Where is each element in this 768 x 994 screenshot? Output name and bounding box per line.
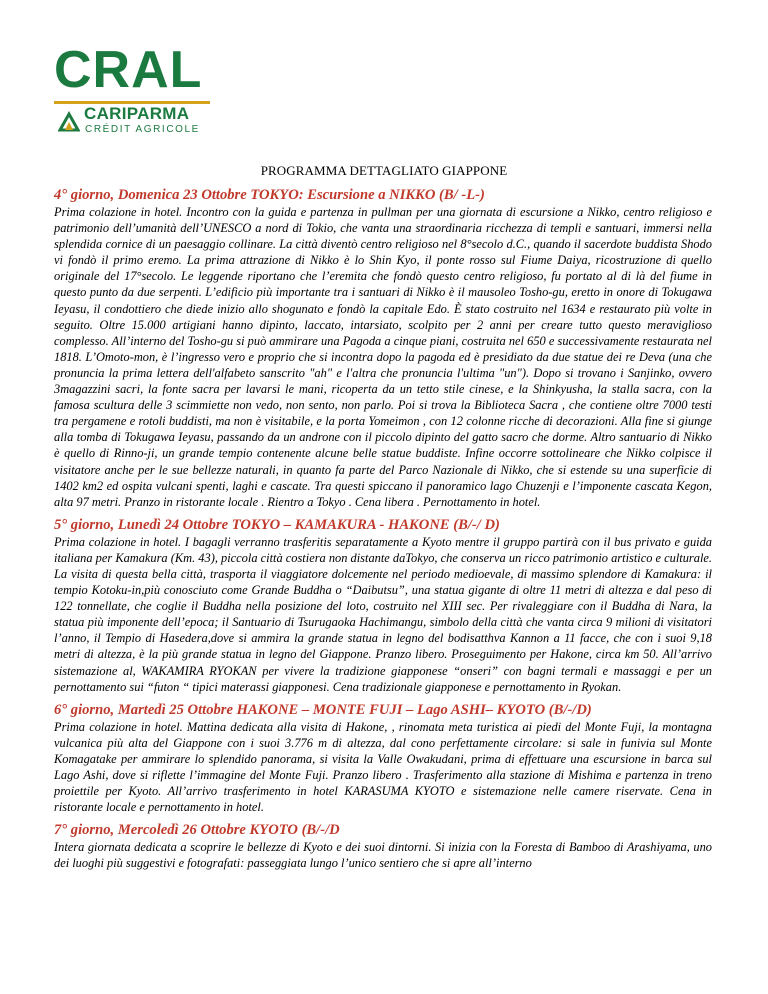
day-7-body: Intera giornata dedicata a scoprire le bellezze di Kyoto e dei suoi dintorni. Si inizia con la Foresta di Bamboo di Arashiyama, uno dei luoghi più suggestivi e fotografati: passeggiata lungo l’unico sentiero che si apre all’interno [54, 840, 712, 871]
day-4-heading: 4° giorno, Domenica 23 Ottobre TOKYO: Escursione a NIKKO (B/ -L-) [54, 187, 485, 203]
document-title: PROGRAMMA DETTAGLIATO GIAPPONE [260, 163, 508, 178]
day-6-section [54, 701, 712, 816]
credit-agricole-mark-icon [58, 108, 80, 134]
logo-cariparma-text: CARIPARMA [84, 104, 190, 123]
day-6-heading: 6° giorno, Martedì 25 Ottobre HAKONE – MONTE FUJI – Lago ASHI– KYOTO (B/-/D) [54, 701, 592, 718]
day-7-section [54, 821, 712, 871]
day-6-body: Prima colazione in hotel. Mattina dedicata alla visita di Hakone, , rinomata meta turistica ai piedi del Monte Fuji, la montagna vulcanica più alta del Giappone con i suoi 3.776 m di altezza, dal cono perfettamente circolare: si sale in funivia sul Monte Komagatake per ammirare lo splendido panorama, si visita la Valle Owakudani, prima di effettuare una escursione in barca sul Lago Ashi, dove si riflette l’immagine del Monte Fuji. Pranzo libero . Trasferimento alla stazione di Mishima e partenza in treno proiettile per Kyoto. All’arrivo trasferimento in hotel KARASUMA KYOTO e sistemazione nelle camere riservate. Cena in ristorante locale e pernottamento in hotel. [54, 719, 712, 815]
day-4-body: Prima colazione in hotel. Incontro con la guida e partenza in pullman per una giornata di escursione a Nikko, centro religioso e patrimonio dell’umanità dell’UNESCO a nord di Tokio, che vanta una straordinaria ricchezza di templi e santuari, immersi nella splendida cornice di un paesaggio collinare. La città diventò centro religioso nel 8°secolo d.C., quando il sacerdote buddista Shodo vi fondò il primo eremo. La prima attrazione di Nikko è lo Shin Kyo, il ponte rosso sul Fiume Daiya, ricostruzione di quello originale del 17°secolo. Le leggende riportano che l’eremita che fondò questo centro religioso, fu portato al di là del fiume in questo punto da due serpenti. L’edificio più importante tra i santuari di Nikko è il mausoleo Tosho-gu, eretto in onore di Tokugawa Ieyasu, il condottiero che diede inizio allo shogunato e fondò la capitale Edo. È stato costruito nel 1634 e restaurato più volte in seguito. Oltre 15.000 artigiani hanno dipinto, laccato, intarsiato, scolpito per 2 anni per creare tutto questo meraviglioso complesso. All’interno del Tosho-gu si può ammirare una Pagoda a cinque piani, costruita nel 650 e successivamente restaurata nel 1818. L’Omoto-mon, è l’ingresso vero e proprio che si incontra dopo la pagoda ed è presidiato da due statue dei re Deva (una che pronuncia la prima lettera dell'alfabeto sanscrito "ah" e l'altra che pronuncia l'ultima "un"). Dopo si trovano i Sanjinko, ovvero 3magazzini sacri, la fonte sacra per lavarsi le mani, ricoperta da un tetto stile cinese, e la Shinkyusha, la stalla sacra, con la famosa scultura delle 3 scimmiette non vedo, non sento, non parlo. Poi si trova la Biblioteca Sacra , che contiene oltre 7000 testi tra pergamene e rotoli buddisti, ma non è visitabile, e la porta Yomeimon , con 12 colonne ricche di decorazioni. Alla fine si giunge alla tomba di Tokugawa Ieyasu, passando da un androne con il piccolo dipinto del gatto sacro che dorme. Altro santuario di Nikko è quello di Rinno-ji, un grande tempio contenente alcune belle statue buddiste. Infine occorre sottolineare che Nikko colpisce il visitatore anche per le sue bellezze naturali, in quanto fa parte del Parco Nazionale di Nikko, che si estende su una superficie di 1402 km2 ed ospita vulcani spenti, laghi e cascate. Tra questi spiccano il panoramico lago Chuzenji e l’imponente cascata Kegon, alta 97 metri. Pranzo in ristorante locale . Rientro a Tokyo . Cena libera . Pernottamento in hotel. [54, 205, 712, 509]
itinerary-content [54, 186, 712, 871]
cral-cariparma-logo [54, 41, 224, 135]
day-7-heading: 7° giorno, Mercoledì 26 Ottobre KYOTO (B/-/D [54, 822, 340, 839]
day-5-section [54, 516, 712, 695]
logo-cral-text: CRAL [54, 41, 203, 99]
day-5-heading: 5° giorno, Lunedì 24 Ottobre TOKYO – KAMAKURA - HAKONE (B/-/ D) [54, 516, 500, 533]
logo-credit-agricole-text: CRÉDIT AGRICOLE [85, 124, 200, 135]
day-5-body: Prima colazione in hotel. I bagagli verranno trasferitis separatamente a Kyoto mentre il gruppo partirà con il bus privato e guida italiana per Kamakura (Km. 43), piccola città costiera non distante daTokyo, che conserva un ricco patrimonio artistico e culturale. La visita di questa bella città, trasporta il viaggiatore dolcemente nel periodo medioevale, di massimo splendore di Kamakura: il tempio Kotoku-in,più conosciuto come Grande Buddha o “Daibutsu”, una statua gigante di oltre 11 metri di altezza e dal peso di 122 tonnellate, che coglie il Buddha nella posizione del loto, costruito nel XIII sec. Per rivaleggiare con il Buddha di Nara, la statua più imponente dell’epoca; il Santuario di Tsurugaoka Hachimangu, simbolo della città che vanta circa 9 milioni di visitatori l’anno, il Tempio di Hasedera,dove si ammira la grande statua in legno del bodisatthva Kannon a 11 facce, che con i suoi 9,18 metri di altezza, è la più grande statua in legno del Giappone. Pranzo libero. Proseguimento per Hakone, circa km 50. All’arrivo sistemazione al, WAKAMIRA RYOKAN per vivere la tradizione giapponese “onseri” con bagni termali e massaggi e per un pernottamento sui “futon “ tipici materassi giapponesi. Cena tradizionale giapponese e pernottamento in Ryokan. [54, 534, 712, 694]
day-4-section [54, 186, 712, 510]
